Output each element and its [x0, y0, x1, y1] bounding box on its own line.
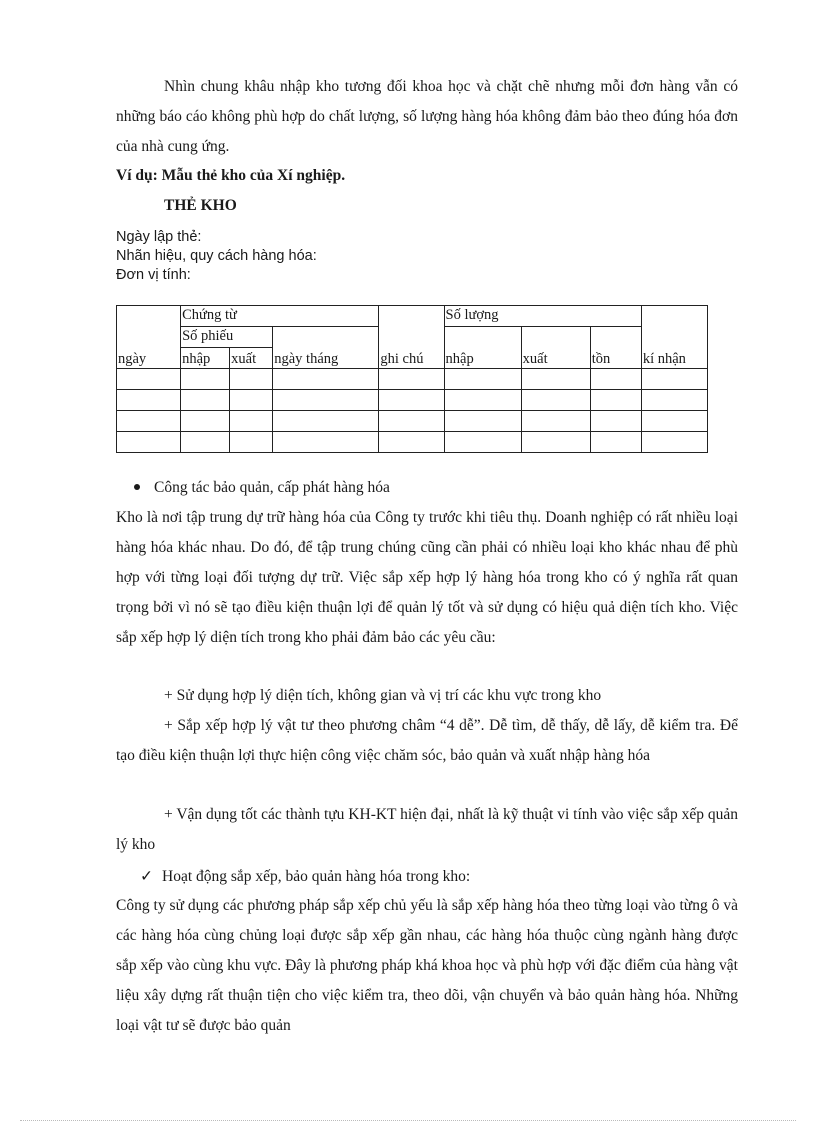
page-bottom-divider	[20, 1120, 796, 1121]
header-ton: tồn	[590, 327, 641, 369]
requirement-1: + Sử dụng hợp lý diện tích, không gian và vị trí các khu vực trong kho	[164, 687, 602, 704]
table-row	[117, 411, 708, 432]
table-row	[117, 432, 708, 453]
header-so-luong: Số lượng	[444, 306, 641, 327]
bullet-heading: Công tác bảo quản, cấp phát hàng hóa	[154, 479, 390, 496]
requirement-2: + Sắp xếp hợp lý vật tư theo phương châm “4 dễ”. Dễ tìm, dễ thấy, dễ lấy, dễ kiểm tra. Để tạo điều kiện thuận lợi thực hiện công việc chăm sóc, bảo quản và xuất nhập hàng hóa	[116, 717, 738, 764]
header-phieu-nhap: nhập	[181, 348, 230, 369]
header-ngay-thang: ngày tháng	[273, 327, 379, 369]
check-item	[140, 861, 470, 892]
check-heading: Hoạt động sắp xếp, bảo quản hàng hóa trong kho:	[162, 868, 471, 885]
header-ngay: ngày	[117, 306, 181, 369]
table-row	[117, 390, 708, 411]
intro-paragraph: Nhìn chung khâu nhập kho tương đối khoa học và chặt chẽ nhưng mỗi đơn hàng vẫn có những báo cáo không phù hợp do chất lượng, số lượng hàng hóa không đảm bảo theo đúng hóa đơn của nhà cung ứng.	[116, 78, 738, 155]
card-field-unit: Đơn vị tính:	[116, 267, 191, 283]
header-sl-xuat: xuất	[521, 327, 590, 369]
requirement-3: + Vận dụng tốt các thành tựu KH-KT hiện đại, nhất là kỹ thuật vi tính vào việc sắp xếp quản lý kho	[116, 806, 739, 853]
header-ghi-chu: ghi chú	[379, 306, 444, 369]
card-title: THẺ KHO	[164, 197, 237, 214]
card-field-date: Ngày lập thẻ:	[116, 229, 202, 245]
header-chung-tu: Chứng từ	[181, 306, 379, 327]
header-sl-nhap: nhập	[444, 327, 521, 369]
header-ki-nhan: kí nhận	[641, 306, 707, 369]
stock-card-table	[116, 305, 708, 453]
checkmark-icon: ✓	[140, 867, 153, 885]
bullet-icon	[134, 484, 140, 490]
card-fields	[116, 228, 738, 285]
header-phieu-xuat: xuất	[230, 348, 273, 369]
example-heading: Ví dụ: Mẫu thẻ kho của Xí nghiệp.	[116, 167, 346, 184]
storage-paragraph: Kho là nơi tập trung dự trữ hàng hóa của Công ty trước khi tiêu thụ. Doanh nghiệp có rất nhiều loại hàng hóa khác nhau. Do đó, để tập trung chúng cũng cần phải có nhiều loại kho khác nhau để phù hợp với từng loại đối tượng dự trữ. Việc sắp xếp hợp lý hàng hóa trong kho có ý nghĩa rất quan trọng bởi vì nó sẽ tạo điều kiện thuận lợi để quản lý tốt và sử dụng có hiệu quả diện tích kho. Việc sắp xếp hợp lý diện tích trong kho phải đảm bảo các yêu cầu:	[116, 509, 738, 646]
final-paragraph: Công ty sử dụng các phương pháp sắp xếp chủ yếu là sắp xếp hàng hóa theo từng loại vào từng ô và các hàng hóa cùng chủng loại được sắp xếp gần nhau, các hàng hóa thuộc cùng ngành hàng được sắp xếp vào cùng khu vực. Đây là phương pháp khá khoa học và phù hợp với đặc điểm của hàng vật liệu xây dựng rất thuận tiện cho việc kiểm tra, theo dõi, vận chuyển và bảo quản hàng hóa. Những loại vật tư sẽ được bảo quản	[116, 897, 738, 1034]
table-row	[117, 369, 708, 390]
bullet-item	[134, 473, 390, 503]
card-field-brand: Nhãn hiệu, quy cách hàng hóa:	[116, 248, 317, 264]
header-so-phieu: Số phiếu	[181, 327, 273, 348]
